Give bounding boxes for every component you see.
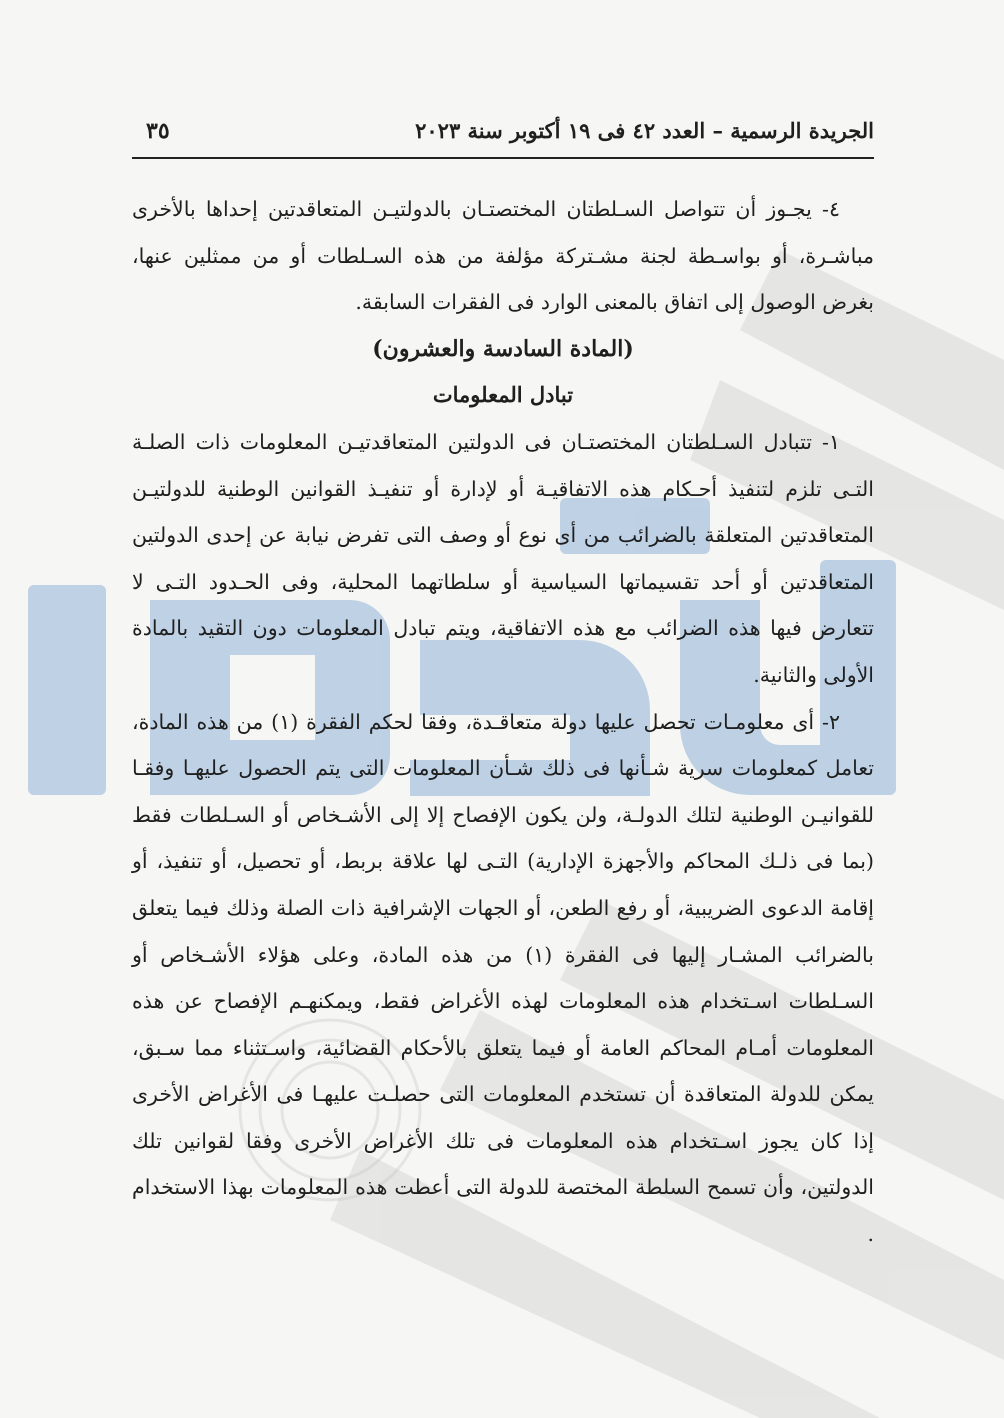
document-body [132, 186, 874, 1258]
paragraph-1: ١- تتبادل السـلطتان المختصتـان فى الدولتين المتعاقدتيـن المعلومات ذات الصلـة التـى تلزم لتنفيذ أحـكام هذه الاتفاقيـة أو لإدارة أو تنفيـذ القوانين الوطنية للدولتيـن المتعاقدتين المتعلقة بالضرائب من أى نوع أو وصف التى تفرض نيابة عن إحدى الدولتين المتعاقدتين أو أحد تقسيماتها السياسية أو سلطاتهما المحلية، وفى الحـدود التـى لا تتعارض فيها هذه الضرائب مع هذه الاتفاقية، ويتم تبادل المعلومات دون التقيد بالمادة الأولى والثانية. [132, 429, 874, 687]
page-header [132, 112, 874, 152]
gazette-header-title: الجريدة الرسمية – العدد ٤٢ فى ١٩ أكتوبر سنة ٢٠٢٣ [415, 118, 874, 143]
page-number: ٣٥ [146, 118, 170, 144]
article-subtitle: تبادل المعلومات [432, 382, 574, 408]
article-title: (المادة السادسة والعشرون) [372, 335, 634, 362]
paragraph-4: ٤- يجـوز أن تتواصل السـلطتان المختصتـان بالدولتيـن المتعاقدتين إحداها بالأخرى مباشـرة، أو بواسـطة لجنة مشـتركة مؤلفة من هذه السـلطات أو من ممثلين عنها، بغرض الوصول إلى اتفاق بالمعنى الوارد فى الفقرات السابقة. [132, 197, 874, 315]
paragraph-2: ٢- أى معلومـات تحصل عليها دولة متعاقـدة، وفقا لحكم الفقرة (١) من هذه المادة، تعامل كمعلومات سرية شـأنها فى ذلك شـأن المعلومات التى يتم الحصول عليهـا وفقـا للقوانيـن الوطنية لتلك الدولـة، ولن يكون الإفصاح إلا إلى الأشـخاص أو السـلطات فقط (بما فى ذلـك المحاكم والأجهزة الإدارية) التـى لها علاقة بربط، أو تحصيل، أو تنفيذ، أو إقامة الدعوى الضريبية، أو رفع الطعن، أو الجهات الإشرافية ذات الصلة وذلك فيما يتعلق بالضرائب المشـار إليها فى الفقرة (١) من هذه المادة، وعلى هؤلاء الأشـخاص أو السـلطات اسـتخدام هذه المعلومات لهذه الأغراض فقط، ويمكنهـم الإفصاح عن هذه المعلومات أمـام المحاكم العامة أو فيما يتعلق بالأحكام القضائية، واسـتثناء مما سـبق، يمكن للدولة المتعاقدة أن تستخدم المعلومات التى حصلـت عليهـا فى الأغراض الأخرى إذا كان يجوز اسـتخدام هذه المعلومات فى تلك الأغراض الأخرى وفقا لقوانين تلك الدولتين، وأن تسمح السلطة المختصة للدولة التى أعطت هذه المعلومات بهذا الاستخدام . [132, 709, 875, 1247]
header-divider [132, 157, 874, 159]
